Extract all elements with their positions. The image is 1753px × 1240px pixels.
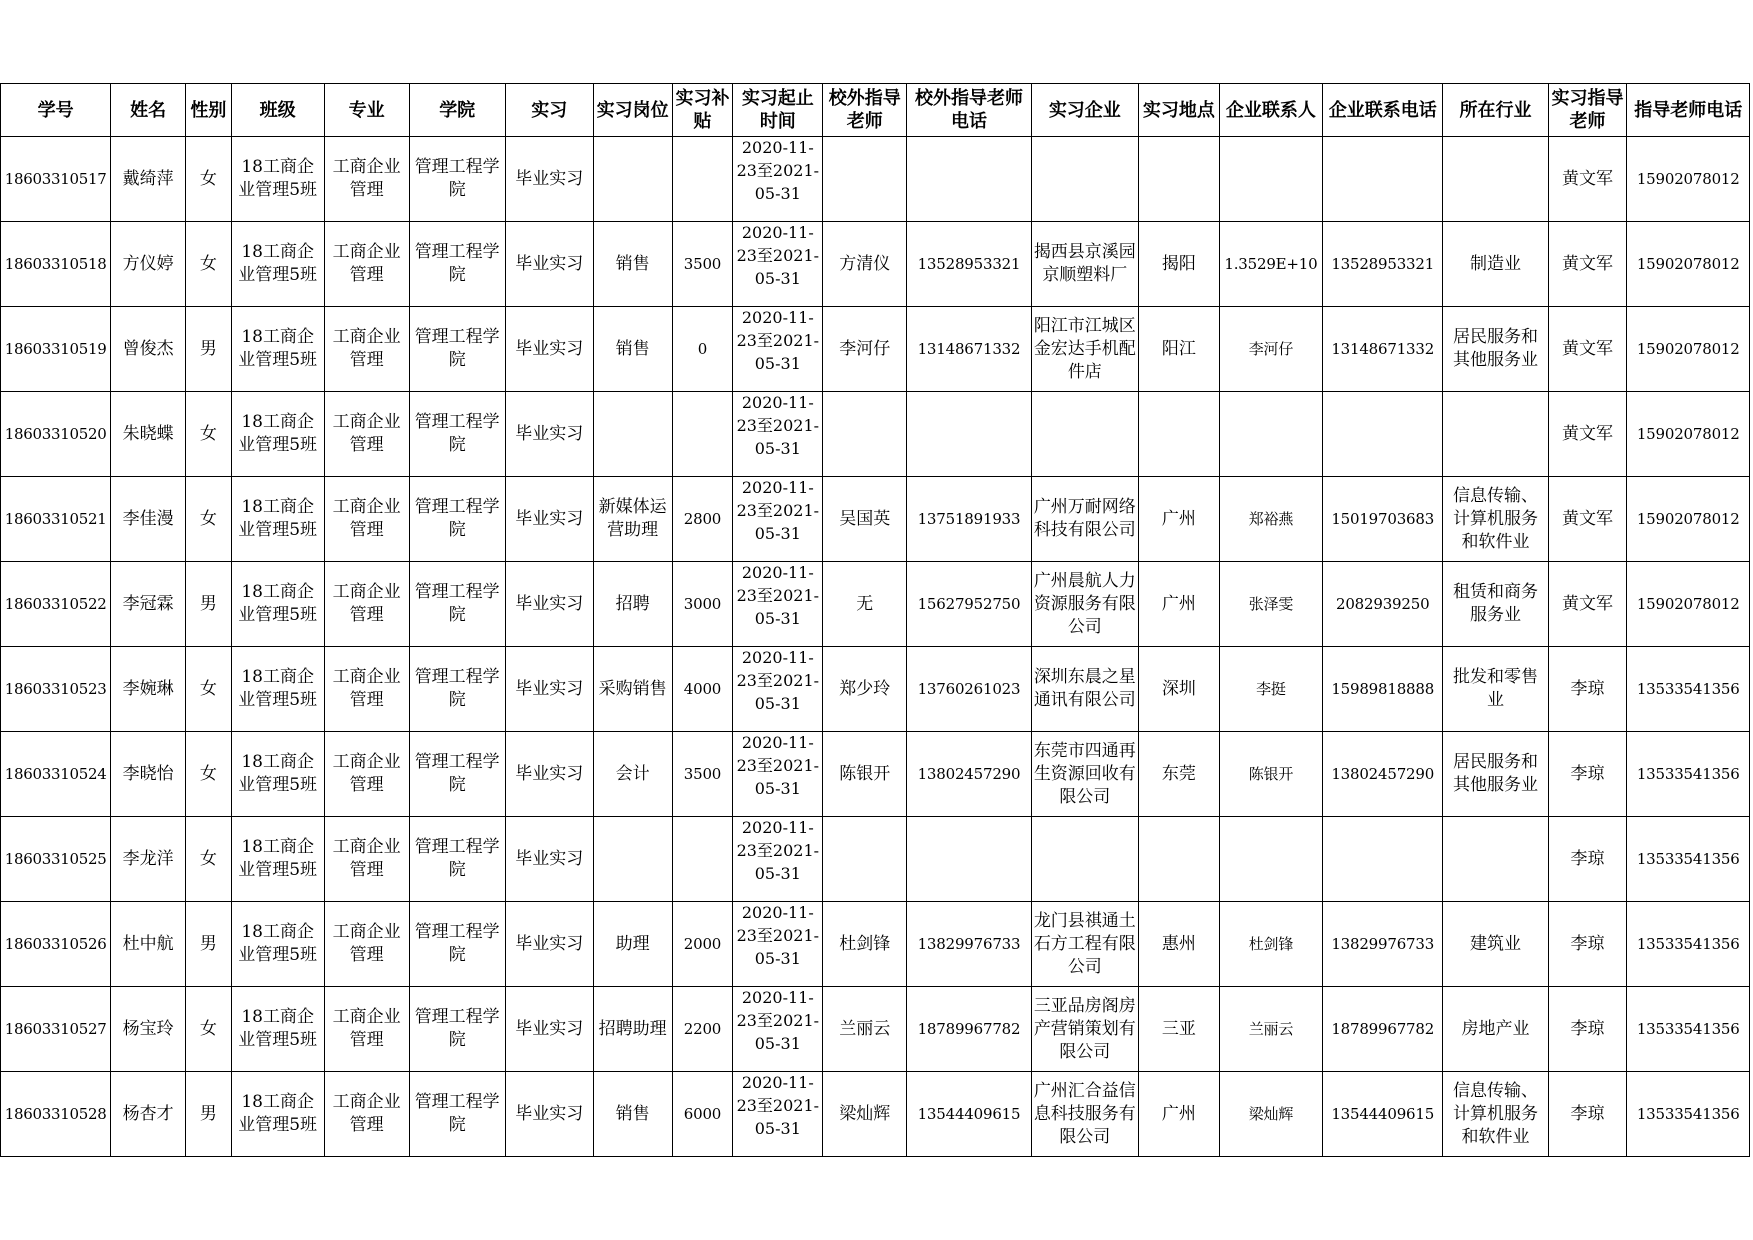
cell-external-tutor: 梁灿辉 (823, 1072, 907, 1157)
cell-external-tutor: 兰丽云 (823, 987, 907, 1072)
cell-college: 管理工程学院 (409, 307, 505, 392)
cell-post (593, 817, 672, 902)
cell-allowance: 2000 (672, 902, 733, 987)
table-row (1, 987, 1750, 1072)
table-body (1, 137, 1750, 1157)
cell-college: 管理工程学院 (409, 902, 505, 987)
cell-tutor: 李琼 (1548, 1072, 1627, 1157)
cell-class: 18工商企业管理5班 (231, 477, 324, 562)
cell-student-id: 18603310528 (1, 1072, 111, 1157)
cell-location: 揭阳 (1138, 222, 1219, 307)
cell-student-id: 18603310527 (1, 987, 111, 1072)
cell-gender: 男 (186, 1072, 232, 1157)
cell-allowance: 3500 (672, 732, 733, 817)
cell-gender: 女 (186, 732, 232, 817)
cell-post: 采购销售 (593, 647, 672, 732)
cell-post (593, 137, 672, 222)
cell-college: 管理工程学院 (409, 392, 505, 477)
cell-company: 三亚品房阁房产营销策划有限公司 (1031, 987, 1138, 1072)
cell-tutor: 黄文军 (1548, 222, 1627, 307)
cell-internship: 毕业实习 (505, 137, 593, 222)
cell-external-tutor-phone (907, 392, 1031, 477)
cell-name: 李婉琳 (111, 647, 186, 732)
cell-company-phone (1323, 392, 1443, 477)
cell-industry: 房地产业 (1443, 987, 1548, 1072)
table-row (1, 817, 1750, 902)
cell-gender: 女 (186, 817, 232, 902)
cell-industry: 建筑业 (1443, 902, 1548, 987)
cell-class: 18工商企业管理5班 (231, 902, 324, 987)
header-col-gender: 性别 (186, 84, 232, 137)
cell-company-contact (1219, 392, 1322, 477)
cell-company-contact (1219, 137, 1322, 222)
cell-name: 李冠霖 (111, 562, 186, 647)
cell-allowance (672, 392, 733, 477)
cell-internship: 毕业实习 (505, 732, 593, 817)
cell-company-contact (1219, 817, 1322, 902)
period-text: 2020-11-23至2021-05-31 (736, 138, 820, 203)
cell-external-tutor-phone: 13528953321 (907, 222, 1031, 307)
cell-company-phone: 13802457290 (1323, 732, 1443, 817)
cell-period (733, 222, 823, 307)
cell-tutor-phone: 13533541356 (1627, 647, 1750, 732)
cell-industry (1443, 392, 1548, 477)
cell-post: 招聘 (593, 562, 672, 647)
period-text: 2020-11-23至2021-05-31 (736, 648, 820, 713)
cell-period (733, 562, 823, 647)
cell-post: 会计 (593, 732, 672, 817)
cell-tutor-phone: 13533541356 (1627, 987, 1750, 1072)
header-col-major: 专业 (324, 84, 409, 137)
header-col-period: 实习起止时间 (733, 84, 823, 137)
cell-major: 工商企业管理 (324, 392, 409, 477)
table-row (1, 307, 1750, 392)
period-text: 2020-11-23至2021-05-31 (736, 903, 820, 968)
cell-name: 李晓怡 (111, 732, 186, 817)
cell-college: 管理工程学院 (409, 647, 505, 732)
cell-industry: 居民服务和其他服务业 (1443, 307, 1548, 392)
cell-period (733, 732, 823, 817)
cell-tutor-phone: 15902078012 (1627, 307, 1750, 392)
header-col-class: 班级 (231, 84, 324, 137)
cell-period (733, 477, 823, 562)
cell-allowance: 3500 (672, 222, 733, 307)
cell-location: 广州 (1138, 477, 1219, 562)
cell-location: 阳江 (1138, 307, 1219, 392)
header-col-company-contact: 企业联系人 (1219, 84, 1322, 137)
cell-internship: 毕业实习 (505, 562, 593, 647)
cell-external-tutor (823, 392, 907, 477)
table-row (1, 137, 1750, 222)
cell-industry: 居民服务和其他服务业 (1443, 732, 1548, 817)
cell-company-phone: 13528953321 (1323, 222, 1443, 307)
cell-gender: 女 (186, 222, 232, 307)
cell-student-id: 18603310522 (1, 562, 111, 647)
table-row (1, 222, 1750, 307)
header-row (1, 84, 1750, 137)
cell-class: 18工商企业管理5班 (231, 137, 324, 222)
header-col-college: 学院 (409, 84, 505, 137)
cell-class: 18工商企业管理5班 (231, 987, 324, 1072)
period-text: 2020-11-23至2021-05-31 (736, 393, 820, 458)
cell-external-tutor (823, 817, 907, 902)
cell-period (733, 1072, 823, 1157)
cell-industry (1443, 137, 1548, 222)
cell-class: 18工商企业管理5班 (231, 307, 324, 392)
cell-post: 销售 (593, 307, 672, 392)
cell-major: 工商企业管理 (324, 137, 409, 222)
table-row (1, 647, 1750, 732)
cell-name: 杜中航 (111, 902, 186, 987)
cell-external-tutor-phone (907, 817, 1031, 902)
cell-internship: 毕业实习 (505, 307, 593, 392)
cell-name: 李龙洋 (111, 817, 186, 902)
cell-student-id: 18603310518 (1, 222, 111, 307)
cell-tutor-phone: 15902078012 (1627, 477, 1750, 562)
header-col-name: 姓名 (111, 84, 186, 137)
cell-location: 广州 (1138, 1072, 1219, 1157)
cell-name: 李佳漫 (111, 477, 186, 562)
cell-class: 18工商企业管理5班 (231, 647, 324, 732)
cell-gender: 女 (186, 477, 232, 562)
cell-external-tutor: 李河仔 (823, 307, 907, 392)
cell-tutor: 李琼 (1548, 902, 1627, 987)
cell-class: 18工商企业管理5班 (231, 562, 324, 647)
cell-external-tutor-phone: 13829976733 (907, 902, 1031, 987)
cell-tutor: 黄文军 (1548, 307, 1627, 392)
period-text: 2020-11-23至2021-05-31 (736, 478, 820, 543)
cell-major: 工商企业管理 (324, 987, 409, 1072)
cell-college: 管理工程学院 (409, 1072, 505, 1157)
cell-tutor-phone: 15902078012 (1627, 392, 1750, 477)
cell-company (1031, 137, 1138, 222)
cell-external-tutor-phone: 13751891933 (907, 477, 1031, 562)
cell-major: 工商企业管理 (324, 817, 409, 902)
cell-student-id: 18603310520 (1, 392, 111, 477)
cell-company: 广州万耐网络科技有限公司 (1031, 477, 1138, 562)
cell-class: 18工商企业管理5班 (231, 222, 324, 307)
cell-class: 18工商企业管理5班 (231, 1072, 324, 1157)
header-col-company: 实习企业 (1031, 84, 1138, 137)
cell-company-contact: 李挺 (1219, 647, 1322, 732)
cell-location (1138, 392, 1219, 477)
cell-major: 工商企业管理 (324, 647, 409, 732)
cell-major: 工商企业管理 (324, 477, 409, 562)
cell-internship: 毕业实习 (505, 647, 593, 732)
cell-period (733, 902, 823, 987)
cell-location: 广州 (1138, 562, 1219, 647)
cell-company-phone (1323, 137, 1443, 222)
period-text: 2020-11-23至2021-05-31 (736, 988, 820, 1053)
header-col-location: 实习地点 (1138, 84, 1219, 137)
period-text: 2020-11-23至2021-05-31 (736, 308, 820, 373)
cell-tutor: 李琼 (1548, 817, 1627, 902)
cell-company-contact: 兰丽云 (1219, 987, 1322, 1072)
cell-company-phone: 15019703683 (1323, 477, 1443, 562)
cell-post: 销售 (593, 222, 672, 307)
cell-gender: 男 (186, 902, 232, 987)
cell-allowance: 6000 (672, 1072, 733, 1157)
table-row (1, 732, 1750, 817)
cell-name: 方仪婷 (111, 222, 186, 307)
header-col-post: 实习岗位 (593, 84, 672, 137)
cell-external-tutor: 吴国英 (823, 477, 907, 562)
cell-company: 深圳东晨之星通讯有限公司 (1031, 647, 1138, 732)
header-col-allowance: 实习补贴 (672, 84, 733, 137)
cell-post: 新媒体运营助理 (593, 477, 672, 562)
cell-college: 管理工程学院 (409, 137, 505, 222)
header-col-tutor: 实习指导老师 (1548, 84, 1627, 137)
internship-sheet (0, 83, 1753, 1157)
cell-industry: 批发和零售业 (1443, 647, 1548, 732)
cell-company: 东莞市四通再生资源回收有限公司 (1031, 732, 1138, 817)
cell-company-contact: 陈银开 (1219, 732, 1322, 817)
cell-name: 戴绮萍 (111, 137, 186, 222)
cell-name: 杨宝玲 (111, 987, 186, 1072)
cell-period (733, 987, 823, 1072)
cell-college: 管理工程学院 (409, 477, 505, 562)
cell-tutor-phone: 13533541356 (1627, 1072, 1750, 1157)
cell-period (733, 307, 823, 392)
cell-location (1138, 137, 1219, 222)
cell-college: 管理工程学院 (409, 562, 505, 647)
period-text: 2020-11-23至2021-05-31 (736, 223, 820, 288)
cell-external-tutor: 方清仪 (823, 222, 907, 307)
cell-period (733, 647, 823, 732)
cell-company (1031, 392, 1138, 477)
cell-internship: 毕业实习 (505, 392, 593, 477)
table-row (1, 562, 1750, 647)
table-row (1, 477, 1750, 562)
cell-company-phone: 2082939250 (1323, 562, 1443, 647)
cell-student-id: 18603310526 (1, 902, 111, 987)
cell-external-tutor: 陈银开 (823, 732, 907, 817)
cell-class: 18工商企业管理5班 (231, 817, 324, 902)
cell-company-contact: 梁灿辉 (1219, 1072, 1322, 1157)
table-row (1, 392, 1750, 477)
cell-company: 广州晨航人力资源服务有限公司 (1031, 562, 1138, 647)
cell-tutor-phone: 13533541356 (1627, 817, 1750, 902)
cell-location: 三亚 (1138, 987, 1219, 1072)
cell-external-tutor-phone (907, 137, 1031, 222)
cell-allowance: 2800 (672, 477, 733, 562)
period-text: 2020-11-23至2021-05-31 (736, 1073, 820, 1138)
cell-external-tutor: 杜剑锋 (823, 902, 907, 987)
cell-college: 管理工程学院 (409, 222, 505, 307)
period-text: 2020-11-23至2021-05-31 (736, 563, 820, 628)
cell-location: 深圳 (1138, 647, 1219, 732)
cell-college: 管理工程学院 (409, 987, 505, 1072)
header-col-external-tutor: 校外指导老师 (823, 84, 907, 137)
cell-allowance (672, 137, 733, 222)
cell-external-tutor-phone: 13760261023 (907, 647, 1031, 732)
cell-company-phone: 13148671332 (1323, 307, 1443, 392)
cell-company-contact: 张泽雯 (1219, 562, 1322, 647)
cell-company (1031, 817, 1138, 902)
cell-college: 管理工程学院 (409, 732, 505, 817)
cell-internship: 毕业实习 (505, 817, 593, 902)
cell-location (1138, 817, 1219, 902)
cell-internship: 毕业实习 (505, 987, 593, 1072)
period-text: 2020-11-23至2021-05-31 (736, 733, 820, 798)
cell-class: 18工商企业管理5班 (231, 392, 324, 477)
cell-post (593, 392, 672, 477)
cell-name: 朱晓蝶 (111, 392, 186, 477)
cell-external-tutor-phone: 15627952750 (907, 562, 1031, 647)
cell-tutor: 李琼 (1548, 987, 1627, 1072)
cell-external-tutor (823, 137, 907, 222)
cell-external-tutor-phone: 13544409615 (907, 1072, 1031, 1157)
header-col-industry: 所在行业 (1443, 84, 1548, 137)
cell-student-id: 18603310517 (1, 137, 111, 222)
cell-industry: 制造业 (1443, 222, 1548, 307)
cell-major: 工商企业管理 (324, 562, 409, 647)
cell-tutor: 李琼 (1548, 732, 1627, 817)
cell-external-tutor-phone: 18789967782 (907, 987, 1031, 1072)
cell-tutor-phone: 15902078012 (1627, 137, 1750, 222)
cell-company-contact: 郑裕燕 (1219, 477, 1322, 562)
cell-name: 曾俊杰 (111, 307, 186, 392)
cell-company-phone: 15989818888 (1323, 647, 1443, 732)
cell-company: 广州汇合益信息科技服务有限公司 (1031, 1072, 1138, 1157)
cell-name: 杨杏才 (111, 1072, 186, 1157)
cell-class: 18工商企业管理5班 (231, 732, 324, 817)
cell-major: 工商企业管理 (324, 222, 409, 307)
cell-internship: 毕业实习 (505, 477, 593, 562)
cell-industry: 信息传输、计算机服务和软件业 (1443, 1072, 1548, 1157)
cell-external-tutor-phone: 13802457290 (907, 732, 1031, 817)
cell-external-tutor: 郑少玲 (823, 647, 907, 732)
cell-student-id: 18603310519 (1, 307, 111, 392)
cell-period (733, 392, 823, 477)
cell-gender: 女 (186, 137, 232, 222)
cell-allowance: 2200 (672, 987, 733, 1072)
cell-company-phone: 18789967782 (1323, 987, 1443, 1072)
cell-allowance: 3000 (672, 562, 733, 647)
cell-gender: 女 (186, 987, 232, 1072)
cell-external-tutor: 无 (823, 562, 907, 647)
cell-gender: 男 (186, 562, 232, 647)
table-row (1, 902, 1750, 987)
cell-company-phone: 13544409615 (1323, 1072, 1443, 1157)
cell-tutor: 黄文军 (1548, 562, 1627, 647)
cell-company: 龙门县祺通土石方工程有限公司 (1031, 902, 1138, 987)
cell-company: 阳江市江城区金宏达手机配件店 (1031, 307, 1138, 392)
cell-industry (1443, 817, 1548, 902)
header-col-student-id: 学号 (1, 84, 111, 137)
cell-location: 东莞 (1138, 732, 1219, 817)
header-col-company-phone: 企业联系电话 (1323, 84, 1443, 137)
cell-company-contact: 李河仔 (1219, 307, 1322, 392)
cell-post: 销售 (593, 1072, 672, 1157)
cell-student-id: 18603310523 (1, 647, 111, 732)
cell-student-id: 18603310524 (1, 732, 111, 817)
cell-allowance: 0 (672, 307, 733, 392)
cell-tutor: 黄文军 (1548, 477, 1627, 562)
cell-company-phone: 13829976733 (1323, 902, 1443, 987)
cell-period (733, 817, 823, 902)
internship-table (0, 83, 1750, 1157)
cell-industry: 信息传输、计算机服务和软件业 (1443, 477, 1548, 562)
period-text: 2020-11-23至2021-05-31 (736, 818, 820, 883)
header-col-tutor-phone: 指导老师电话 (1627, 84, 1750, 137)
cell-tutor: 黄文军 (1548, 392, 1627, 477)
cell-period (733, 137, 823, 222)
table-row (1, 1072, 1750, 1157)
cell-gender: 女 (186, 647, 232, 732)
cell-company-phone (1323, 817, 1443, 902)
cell-internship: 毕业实习 (505, 222, 593, 307)
cell-industry: 租赁和商务服务业 (1443, 562, 1548, 647)
cell-company: 揭西县京溪园京顺塑料厂 (1031, 222, 1138, 307)
cell-tutor-phone: 13533541356 (1627, 902, 1750, 987)
header-col-external-tutor-phone: 校外指导老师电话 (907, 84, 1031, 137)
cell-allowance (672, 817, 733, 902)
cell-major: 工商企业管理 (324, 307, 409, 392)
cell-tutor-phone: 15902078012 (1627, 222, 1750, 307)
header-col-internship: 实习 (505, 84, 593, 137)
cell-external-tutor-phone: 13148671332 (907, 307, 1031, 392)
cell-tutor-phone: 13533541356 (1627, 732, 1750, 817)
cell-post: 助理 (593, 902, 672, 987)
cell-internship: 毕业实习 (505, 902, 593, 987)
cell-post: 招聘助理 (593, 987, 672, 1072)
cell-student-id: 18603310521 (1, 477, 111, 562)
cell-company-contact: 杜剑锋 (1219, 902, 1322, 987)
cell-student-id: 18603310525 (1, 817, 111, 902)
cell-college: 管理工程学院 (409, 817, 505, 902)
cell-tutor: 黄文军 (1548, 137, 1627, 222)
cell-tutor: 李琼 (1548, 647, 1627, 732)
cell-company-contact: 1.3529E+10 (1219, 222, 1322, 307)
cell-gender: 男 (186, 307, 232, 392)
cell-major: 工商企业管理 (324, 732, 409, 817)
cell-internship: 毕业实习 (505, 1072, 593, 1157)
cell-major: 工商企业管理 (324, 1072, 409, 1157)
cell-gender: 女 (186, 392, 232, 477)
cell-tutor-phone: 15902078012 (1627, 562, 1750, 647)
cell-allowance: 4000 (672, 647, 733, 732)
cell-location: 惠州 (1138, 902, 1219, 987)
cell-major: 工商企业管理 (324, 902, 409, 987)
